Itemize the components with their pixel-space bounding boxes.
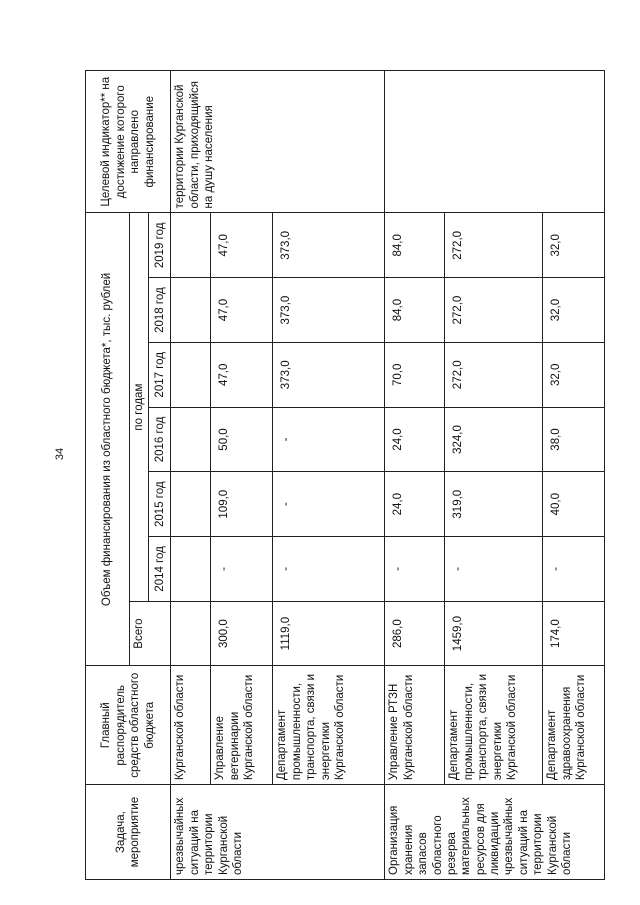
total-cell: 300,0	[211, 601, 273, 666]
header-year: 2019 год	[149, 213, 171, 278]
header-year: 2018 год	[149, 278, 171, 343]
task-cell: чрезвычайных ситуаций на территории Курганской области	[171, 785, 385, 880]
year-cell: 324,0	[445, 407, 543, 472]
table-row	[171, 71, 211, 880]
header-year: 2017 год	[149, 342, 171, 407]
year-cell: -	[445, 537, 543, 602]
year-cell: 32,0	[543, 213, 605, 278]
year-cell: 373,0	[273, 278, 385, 343]
year-cell: 319,0	[445, 472, 543, 537]
year-cell: 373,0	[273, 213, 385, 278]
year-cell	[171, 472, 211, 537]
year-cell	[171, 342, 211, 407]
year-cell	[171, 213, 211, 278]
year-cell: 32,0	[543, 278, 605, 343]
target-cell	[385, 71, 605, 213]
header-year: 2014 год	[149, 537, 171, 602]
header-owner: Главный распорядитель средств областного бюджета	[86, 666, 171, 785]
year-cell: -	[385, 537, 445, 602]
year-cell: 24,0	[385, 407, 445, 472]
year-cell: 40,0	[543, 472, 605, 537]
table-row	[385, 71, 445, 880]
funding-table	[85, 70, 605, 880]
rotated-sheet	[85, 70, 600, 880]
header-target: Целевой индикатор** на достижение которого направлено финансирование	[86, 71, 171, 213]
owner-cell: Департамент здравоохранения Курганской области	[543, 666, 605, 785]
year-cell: 38,0	[543, 407, 605, 472]
year-cell: 272,0	[445, 213, 543, 278]
header-funding: Объем финансирования из областного бюджета*, тыс. рублей	[86, 213, 130, 666]
year-cell: -	[273, 407, 385, 472]
year-cell	[171, 537, 211, 602]
owner-cell: Департамент промышленности, транспорта, связи и энергетики Курганской области	[445, 666, 543, 785]
total-cell	[171, 601, 211, 666]
year-cell: 50,0	[211, 407, 273, 472]
owner-cell: Департамент промышленности, транспорта, связи и энергетики Курганской области	[273, 666, 385, 785]
year-cell: 109,0	[211, 472, 273, 537]
total-cell: 286,0	[385, 601, 445, 666]
page-number: 34	[54, 447, 66, 461]
year-cell: -	[273, 472, 385, 537]
total-cell: 1119,0	[273, 601, 385, 666]
year-cell: 373,0	[273, 342, 385, 407]
target-cell: территории Курганской области, приходящийся на душу населения	[171, 71, 385, 213]
year-cell: -	[211, 537, 273, 602]
year-cell: 47,0	[211, 278, 273, 343]
year-cell: 47,0	[211, 342, 273, 407]
year-cell: 24,0	[385, 472, 445, 537]
owner-cell: Управление РТЗН Курганской области	[385, 666, 445, 785]
year-cell: 32,0	[543, 342, 605, 407]
year-cell: 84,0	[385, 213, 445, 278]
year-cell: 272,0	[445, 278, 543, 343]
total-cell: 1459,0	[445, 601, 543, 666]
owner-cell: Курганской области	[171, 666, 211, 785]
total-cell: 174,0	[543, 601, 605, 666]
year-cell: 47,0	[211, 213, 273, 278]
year-cell	[171, 278, 211, 343]
header-total: Всего	[130, 601, 171, 666]
header-by-years: по годам	[130, 213, 149, 601]
header-task: Задача, мероприятие	[86, 785, 171, 880]
year-cell: -	[273, 537, 385, 602]
year-cell: 272,0	[445, 342, 543, 407]
owner-cell: Управление ветеринарии Курганской области	[211, 666, 273, 785]
task-cell: Организация хранения запасов областного резерва материальных ресурсов для ликвидации чрезвычайных ситуаций на территории Курганской области	[385, 785, 605, 880]
header-year: 2016 год	[149, 407, 171, 472]
year-cell: 70,0	[385, 342, 445, 407]
year-cell	[171, 407, 211, 472]
year-cell: -	[543, 537, 605, 602]
year-cell: 84,0	[385, 278, 445, 343]
header-year: 2015 год	[149, 472, 171, 537]
